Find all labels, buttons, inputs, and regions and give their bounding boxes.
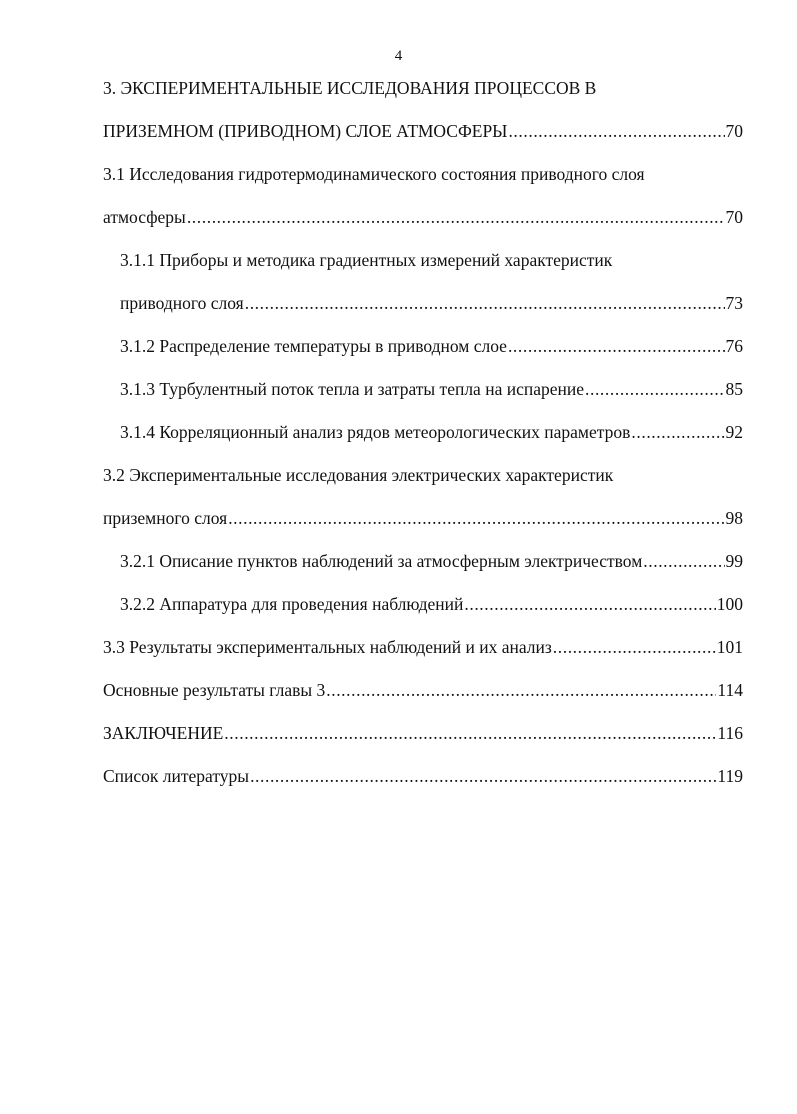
toc-entry[interactable] [103, 713, 743, 753]
toc-entry-line [103, 455, 743, 495]
dot-leader [250, 756, 716, 796]
toc-entry[interactable] [120, 412, 743, 452]
toc-entry-title: 3.1.1 Приборы и методика градиентных измерений характеристик [120, 250, 613, 270]
toc-entry-line [103, 68, 743, 108]
toc-entry[interactable] [120, 584, 743, 624]
toc-entry-title: 3.2 Экспериментальные исследования электрических характеристик [103, 465, 614, 485]
toc-page-number: 85 [725, 379, 743, 399]
toc-page-number: 92 [725, 422, 743, 442]
toc-entry[interactable] [120, 369, 743, 409]
toc-entry[interactable] [103, 670, 743, 710]
toc-page-number: 70 [725, 121, 743, 141]
toc-entry[interactable] [103, 498, 743, 538]
toc-page-number: 114 [717, 680, 743, 700]
toc-page-number: 99 [725, 551, 743, 571]
toc-page-number: 70 [725, 207, 743, 227]
dot-leader [464, 584, 715, 624]
toc-entry-title: ПРИЗЕМНОМ (ПРИВОДНОМ) СЛОЕ АТМОСФЕРЫ [103, 121, 508, 141]
dot-leader [224, 713, 716, 753]
toc-entry-title: приземного слоя [103, 508, 228, 528]
toc-entry-title: ЗАКЛЮЧЕНИЕ [103, 723, 224, 743]
toc-entry-line [103, 154, 743, 194]
toc-entry[interactable] [103, 197, 743, 237]
toc-entry-title: 3.1.4 Корреляционный анализ рядов метеорологических параметров [120, 422, 631, 442]
toc-entry-title: Список литературы [103, 766, 250, 786]
page-number: 4 [394, 48, 403, 64]
toc-entry[interactable] [120, 326, 743, 366]
toc-entry-line [120, 240, 743, 280]
toc-page-number: 100 [716, 594, 743, 614]
dot-leader [508, 326, 725, 366]
toc-entry[interactable] [120, 283, 743, 323]
dot-leader [631, 412, 724, 452]
toc-page-number: 101 [716, 637, 743, 657]
dot-leader [228, 498, 724, 538]
toc-entry-title: 3.1.3 Турбулентный поток тепла и затраты тепла на испарение [120, 379, 584, 399]
dot-leader [326, 670, 716, 710]
toc-entry[interactable] [103, 627, 743, 667]
toc-page-number: 98 [725, 508, 743, 528]
toc-page-number: 73 [725, 293, 743, 313]
toc-page-number: 119 [717, 766, 743, 786]
toc-entry-title: 3.1.2 Распределение температуры в приводном слое [120, 336, 507, 356]
toc-entry[interactable] [103, 756, 743, 796]
dot-leader [508, 111, 724, 151]
toc-entry-title: 3.3 Результаты экспериментальных наблюдений и их анализ [103, 637, 552, 657]
toc-entry[interactable] [103, 111, 743, 151]
toc-page-number: 116 [717, 723, 743, 743]
dot-leader [245, 283, 725, 323]
toc-entry-title: Основные результаты главы 3 [103, 680, 326, 700]
toc-entry-title: 3.1 Исследования гидротермодинамического состояния приводного слоя [103, 164, 645, 184]
toc-entry[interactable] [120, 541, 743, 581]
dot-leader [643, 541, 724, 581]
toc-entry-title: 3.2.2 Аппаратура для проведения наблюдений [120, 594, 464, 614]
toc-entry-title: приводного слоя [120, 293, 244, 313]
dot-leader [585, 369, 725, 409]
toc-entry-title: 3. ЭКСПЕРИМЕНТАЛЬНЫЕ ИССЛЕДОВАНИЯ ПРОЦЕССОВ В [103, 78, 597, 98]
toc-entry-title: атмосферы [103, 207, 186, 227]
toc-entry-title: 3.2.1 Описание пунктов наблюдений за атмосферным электричеством [120, 551, 643, 571]
toc-page-number: 76 [725, 336, 743, 356]
dot-leader [187, 197, 725, 237]
dot-leader [553, 627, 716, 667]
